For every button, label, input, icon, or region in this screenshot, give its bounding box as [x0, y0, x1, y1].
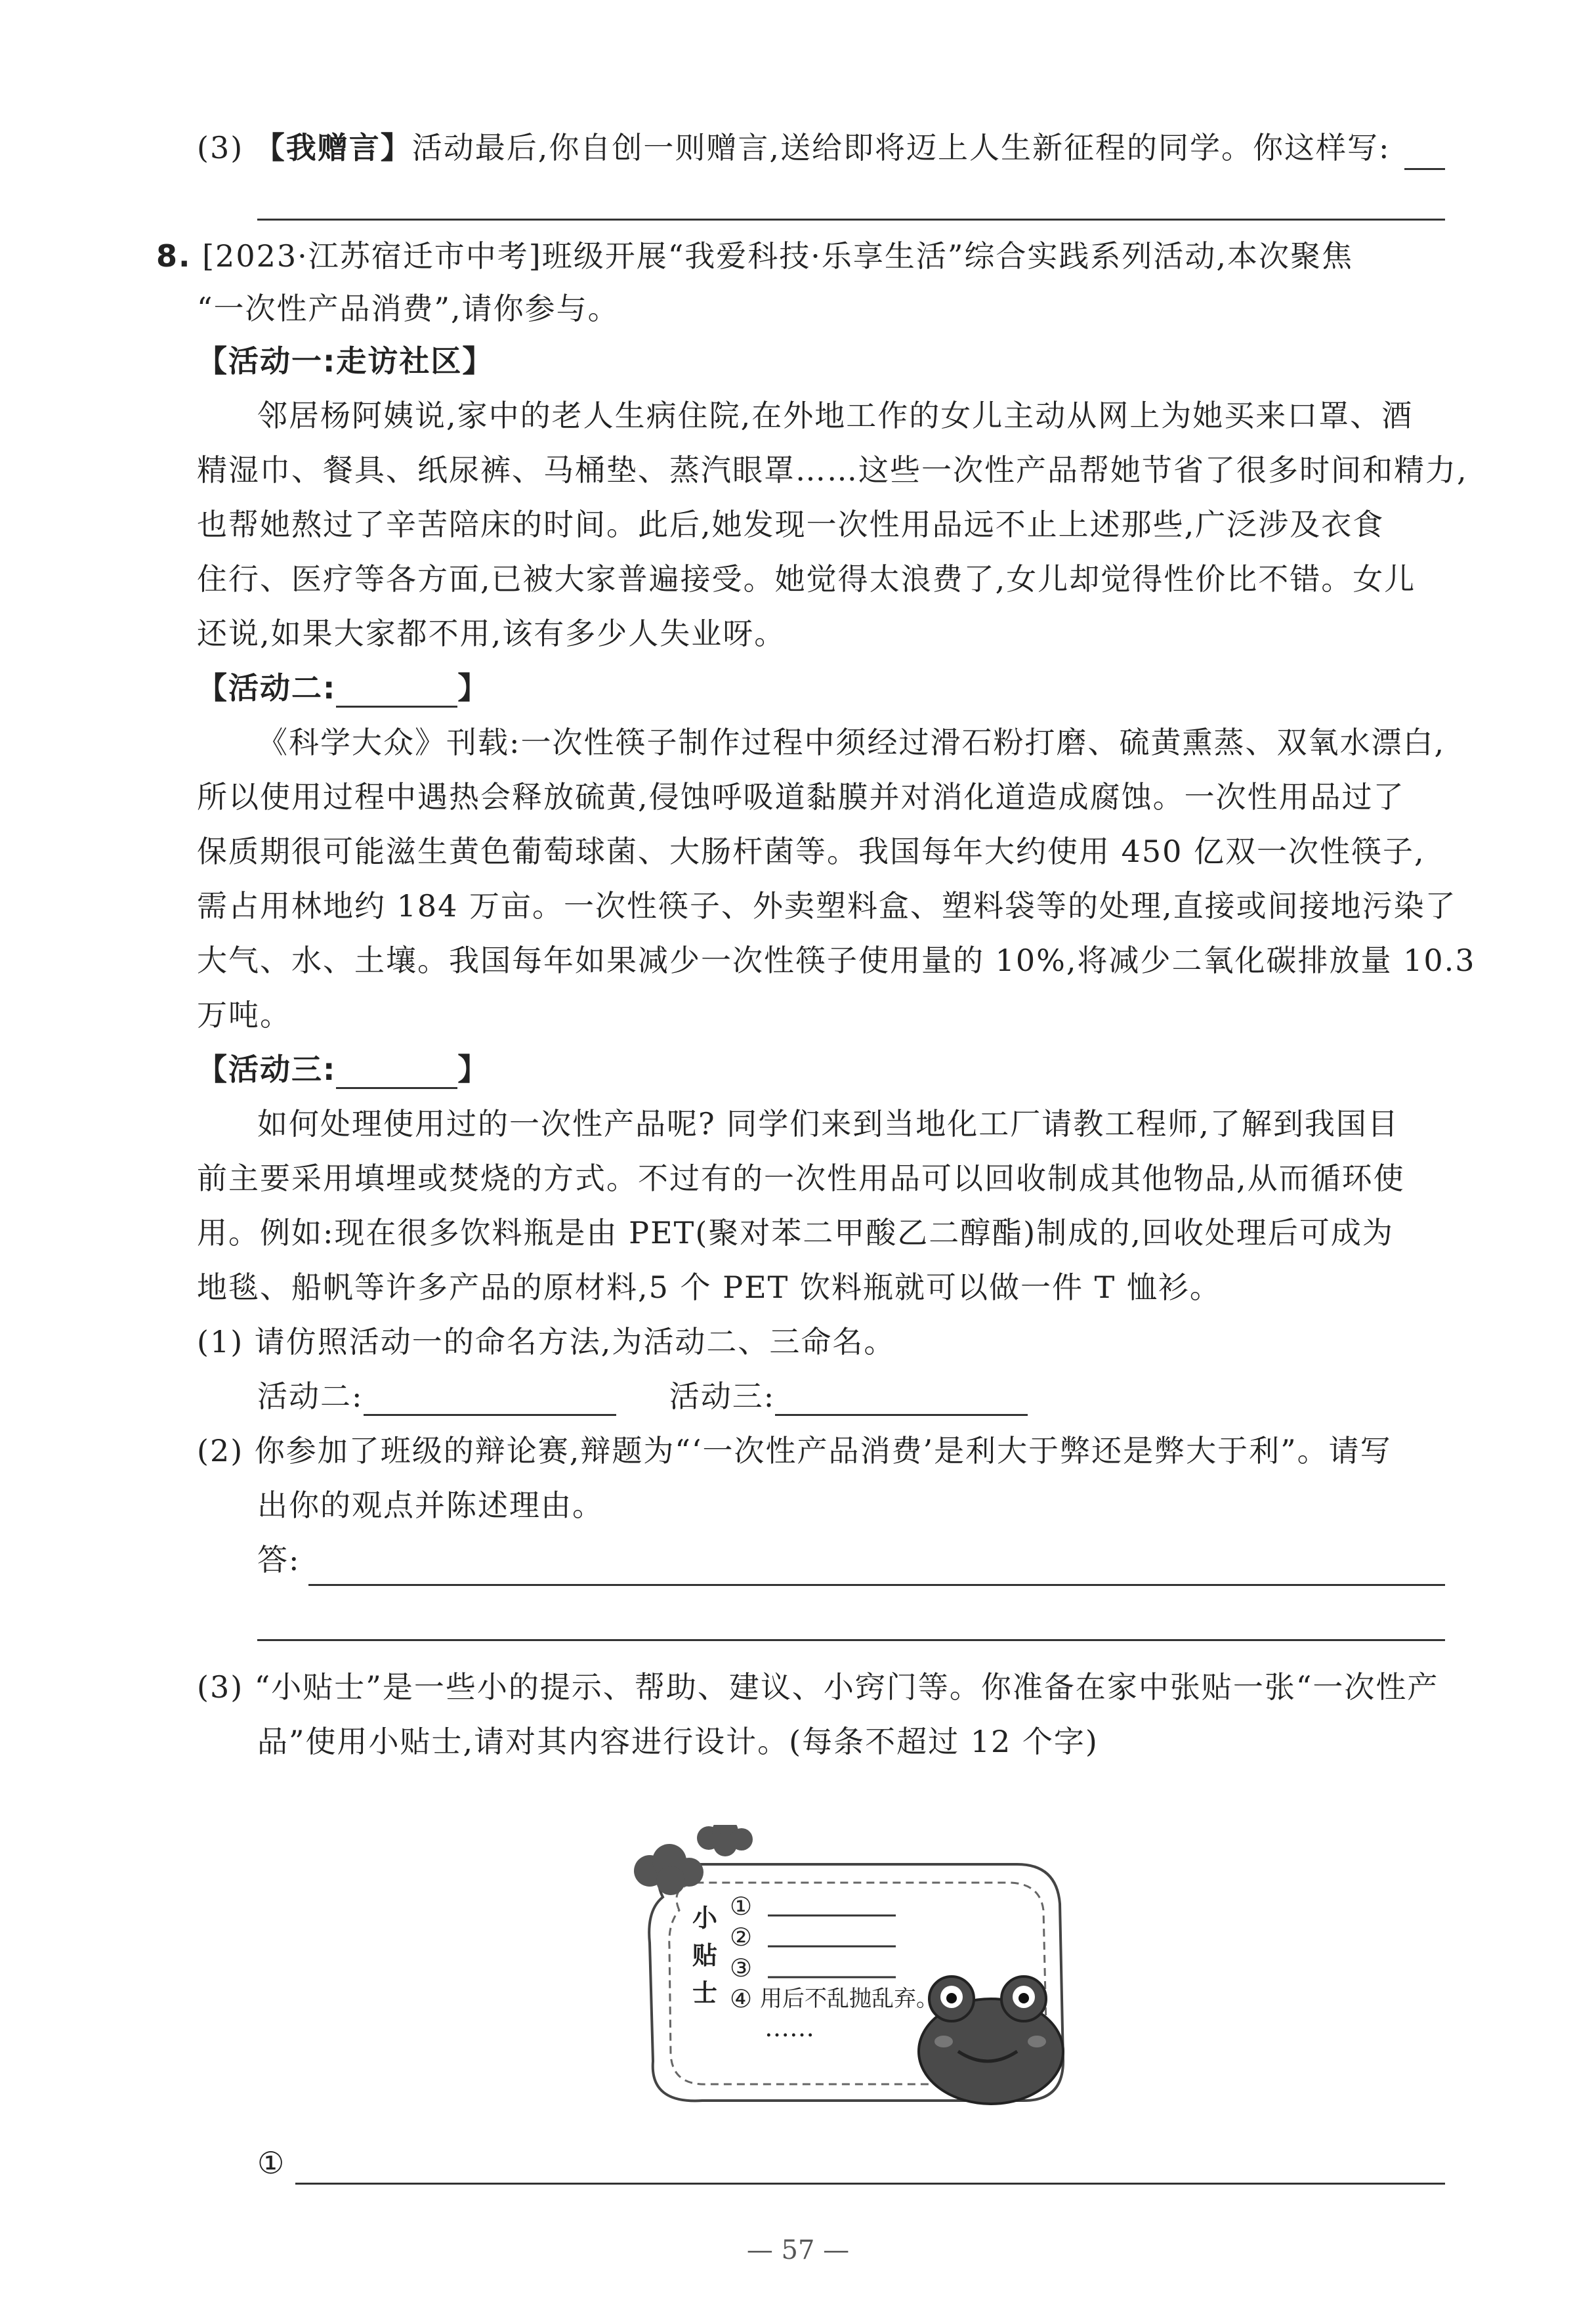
- activity2-title-suffix: 】: [457, 670, 490, 706]
- tips-item-3-marker: ③: [730, 1954, 753, 1982]
- activity2-line1: 《科学大众》刊载:一次性筷子制作过程中须经过滑石粉打磨、硫黄熏蒸、双氧水漂白,: [257, 725, 1446, 760]
- activity3-line4: 地毯、船帆等许多产品的原材料,5 个 PET 饮料瓶就可以做一件 T 恤衫。: [197, 1270, 1221, 1305]
- tips-title-char-3: 士: [692, 1978, 718, 2007]
- activity3-title-blank[interactable]: [336, 1054, 457, 1089]
- activity2-line5: 大气、水、土壤。我国每年如果减少一次性筷子使用量的 10%,将减少二氧化碳排放量 10.3: [197, 943, 1476, 978]
- activity3-name-input[interactable]: [775, 1381, 1028, 1416]
- tips-ellipsis: ……: [765, 2013, 814, 2042]
- activity1-line4: 住行、医疗等各方面,已被大家普遍接受。她觉得太浪费了,女儿却觉得性价比不错。女儿: [197, 561, 1416, 597]
- tips-item-1-marker: ①: [730, 1892, 753, 1921]
- q7-sub3-text: 活动最后,你自创一则赠言,送给即将迈上人生新征程的同学。你这样写:: [411, 130, 1391, 165]
- q8-sub2-line2: 出你的观点并陈述理由。: [257, 1487, 604, 1523]
- tips-title-char-1: 小: [692, 1903, 718, 1933]
- q7-answer-blank-1[interactable]: [1404, 168, 1445, 170]
- activity1-line3: 也帮她熬过了辛苦陪床的时间。此后,她发现一次性用品远不止上述那些,广泛涉及衣食: [197, 507, 1385, 542]
- q8-sub2-answer-line1[interactable]: [308, 1584, 1445, 1586]
- tips-answer-marker: ①: [257, 2145, 286, 2181]
- activity1-title: 【活动一:走访社区】: [197, 343, 494, 379]
- activity3-title-prefix: 【活动三:: [197, 1052, 337, 1087]
- q7-sub3: [197, 128, 1391, 167]
- activity3-answer-label: 活动三:: [669, 1379, 776, 1414]
- activity2-line2: 所以使用过程中遇热会释放硫黄,侵蚀呼吸道黏膜并对消化道造成腐蚀。一次性用品过了: [197, 779, 1405, 815]
- tips-answer-line-1[interactable]: [295, 2183, 1445, 2185]
- tips-item-2-marker: ②: [730, 1923, 753, 1952]
- tips-title-char-2: 贴: [692, 1940, 718, 1970]
- tips-item-4-marker: ④: [730, 1984, 753, 2013]
- activity3-title-suffix: 】: [457, 1052, 490, 1087]
- q7-answer-blank-2[interactable]: [257, 219, 1445, 221]
- q8-sub2-answer-line2[interactable]: [257, 1639, 1445, 1641]
- q8-source: [2023·江苏宿迁市中考]: [202, 238, 542, 274]
- activity2-line4: 需占用林地约 184 万亩。一次性筷子、外卖塑料盒、塑料袋等的处理,直接或间接地污染了: [197, 888, 1457, 924]
- activity2-title-prefix: 【活动二:: [197, 670, 337, 706]
- activity3-line1: 如何处理使用过的一次性产品呢? 同学们来到当地化工厂请教工程师,了解到我国目: [257, 1106, 1399, 1142]
- q8-intro-line1: [156, 236, 1353, 276]
- q8-sub1-answers: [257, 1377, 1028, 1416]
- activity3-title: [197, 1050, 489, 1089]
- q8-intro-line2: “一次性产品消费”,请你参与。: [197, 291, 620, 326]
- activity1-line2: 精湿巾、餐具、纸尿裤、马桶垫、蒸汽眼罩……这些一次性产品帮她节省了很多时间和精力,: [197, 452, 1468, 488]
- q8-sub3-line2: 品”使用小贴士,请对其内容进行设计。(每条不超过 12 个字): [257, 1724, 1099, 1759]
- activity1-line1: 邻居杨阿姨说,家中的老人生病住院,在外地工作的女儿主动从网上为她买来口罩、酒: [257, 398, 1414, 433]
- q8-intro-text1: 班级开展“我爱科技·乐享生活”综合实践系列活动,本次聚焦: [541, 238, 1353, 274]
- activity3-line2: 前主要采用填埋或焚烧的方式。不过有的一次性用品可以回收制成其他物品,从而循环使: [197, 1161, 1405, 1196]
- activity2-title-blank[interactable]: [336, 673, 457, 708]
- q8-number: 8.: [156, 238, 192, 274]
- q8-sub2-answer-label: 答:: [257, 1542, 301, 1577]
- q8-sub2-line1: (2) 你参加了班级的辩论赛,辩题为“‘一次性产品消费’是利大于弊还是弊大于利”。请写: [197, 1433, 1392, 1468]
- activity2-answer-label: 活动二:: [257, 1379, 364, 1414]
- activity3-line3: 用。例如:现在很多饮料瓶是由 PET(聚对苯二甲酸乙二醇酯)制成的,回收处理后可成为: [197, 1215, 1394, 1251]
- activity1-line5: 还说,如果大家都不用,该有多少人失业呀。: [197, 616, 786, 651]
- q7-sub3-prefix: (3): [197, 130, 244, 165]
- q8-sub3-line1: (3) “小贴士”是一些小的提示、帮助、建议、小窍门等。你准备在家中张贴一张“一次性产: [197, 1669, 1439, 1705]
- q7-sub3-tag: 【我赠言】: [254, 130, 412, 165]
- activity2-name-input[interactable]: [364, 1381, 616, 1416]
- tips-card: [623, 1825, 1083, 2114]
- activity2-line3: 保质期很可能滋生黄色葡萄球菌、大肠杆菌等。我国每年大约使用 450 亿双一次性筷子,: [197, 834, 1425, 869]
- activity2-title: [197, 668, 489, 708]
- page-number: — 57 —: [746, 2235, 850, 2265]
- activity2-line6: 万吨。: [197, 997, 291, 1033]
- q8-sub1-text: (1) 请仿照活动一的命名方法,为活动二、三命名。: [197, 1324, 896, 1359]
- tips-item-4-text: 用后不乱抛乱弃。: [760, 1986, 938, 2012]
